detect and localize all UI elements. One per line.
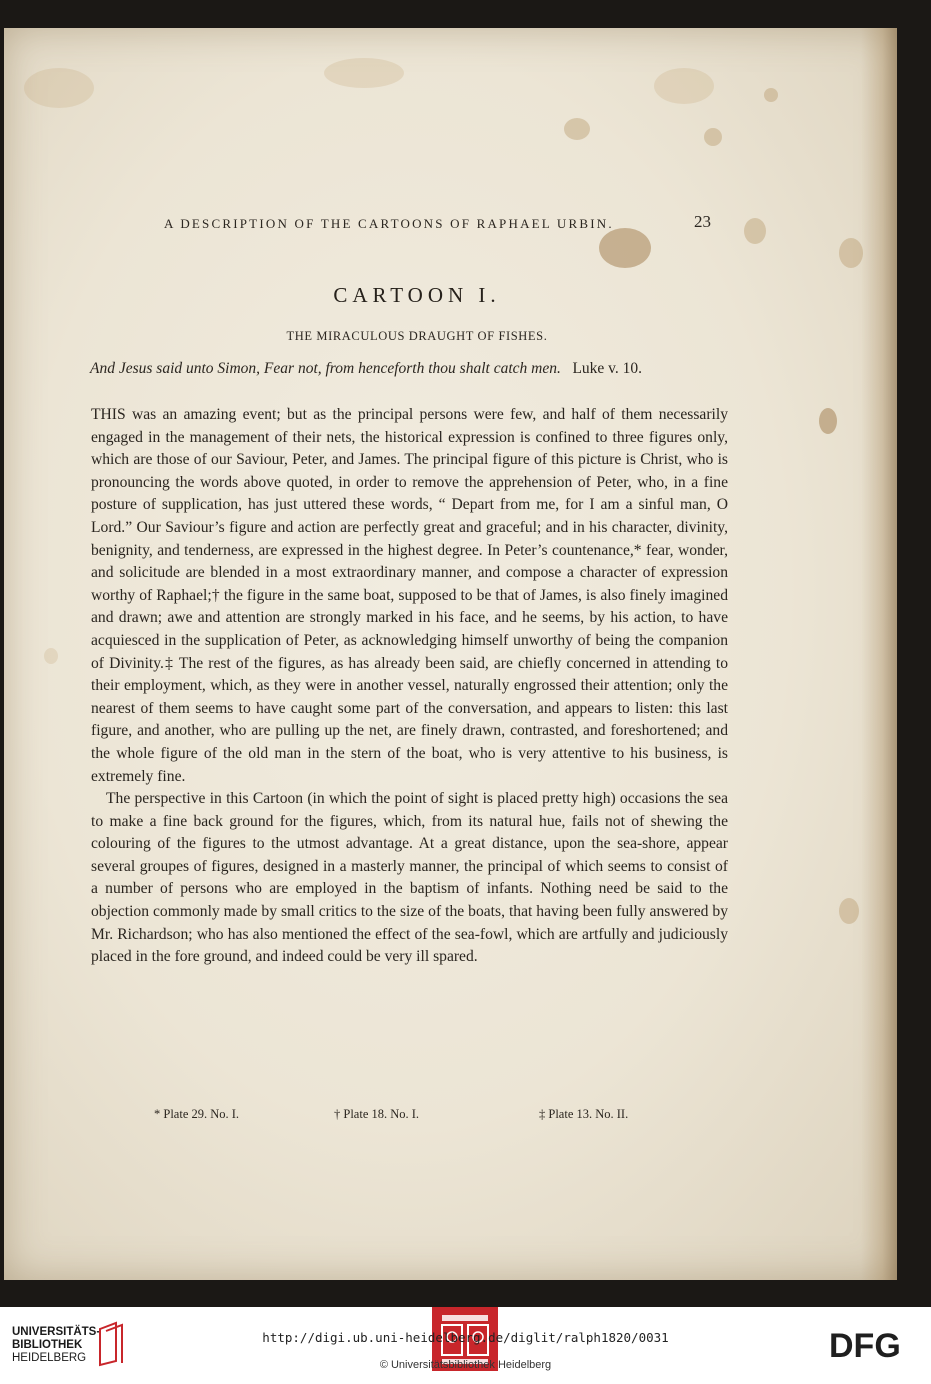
foxing-stain — [44, 648, 58, 664]
permalink-url[interactable]: http://digi.ub.uni-heidelberg.de/diglit/ralph1820/0031 — [262, 1330, 669, 1345]
cartoon-subtitle: THE MIRACULOUS DRAUGHT OF FISHES. — [286, 329, 548, 343]
library-name-line: HEIDELBERG — [12, 1352, 87, 1364]
page-number: 23 — [694, 212, 711, 231]
foxing-stain — [764, 88, 778, 102]
foxing-stain — [654, 68, 714, 104]
library-name-line: UNIVERSITÄTS- — [12, 1326, 101, 1338]
epigraph-quote: And Jesus said unto Simon, Fear not, from henceforth thou shalt catch men. — [90, 360, 561, 377]
paragraph: The perspective in this Cartoon (in which the point of sight is placed pretty high) occasions the sea to make a fine back ground for the figures, which, from its natural hue, fails not of shewing the colouring of the figures to the utmost advantage. At a great distance, upon the sea-shore, appear several groupes of figures, designed in a masterly manner, the principal of which seems to consist of a number of persons who are employed in the baptism of infants. Nothing need be said to the objection commonly made by small critics to the size of the boats, that having been fully answered by Mr. Richardson; who has also mentioned the effect of the sea-fowl, which are artfully and judiciously placed in the fore ground, and indeed could be very ill spared. — [91, 790, 728, 966]
running-head: A DESCRIPTION OF THE CARTOONS OF RAPHAEL URBIN. — [164, 216, 614, 231]
book-page — [4, 28, 897, 1280]
paragraph: THIS was an amazing event; but as the principal persons were few, and half of them necessarily engaged in the management of their nets, the historical expression is confined to three figures only, which are those of our Saviour, Peter, and James. The principal figure of this picture is Christ, who is pronouncing the words above quoted, in order to remove the apprehension of Peter, who, in a fine posture of supplication, has just uttered these words, “ Depart from me, for I am a sinful man, O Lord.” Our Saviour’s figure and action are perfectly great and graceful; and in his character, divinity, benignity, and tenderness, are expressed in the highest degree. In Peter’s countenance,* fear, wonder, and solicitude are blended in a most extraordinary manner, and compose a character of expression worthy of Raphael;† the figure in the same boat, supposed to be that of James, is also finely imagined and drawn; awe and attention are strongly marked in his face, and he seems, by his action, to have acquiesced in the supplication of Peter, as acknowledging himself unworthy of being the companion of Divinity.‡ The rest of the figures, as has already been said, are chiefly concerned in attending to their employment, which, as they were in another vessel, naturally engrossed their attention; only the nearest of them seems to have caught some part of the conversation, and appears to listen: this last figure, and another, who are pulling up the net, are finely drawn, contrasted, and foreshortened; and the whole figure of the old man in the stern of the boat, who is very attentive to his business, is extremely fine. — [91, 406, 728, 785]
footnote: * Plate 29. No. I. — [154, 1107, 240, 1121]
foxing-stain — [24, 68, 94, 108]
foxing-stain — [819, 408, 837, 434]
foxing-stain — [564, 118, 590, 140]
dfg-logo-text: DFG — [829, 1329, 901, 1361]
foxing-stain — [324, 58, 404, 88]
epigraph-reference: Luke v. 10. — [572, 360, 643, 377]
page-fore-edge — [861, 28, 897, 1280]
copyright-notice: © Universitätsbibliothek Heidelberg — [379, 1359, 552, 1371]
foxing-stain — [599, 228, 651, 268]
foxing-stain — [704, 128, 722, 146]
library-name-line: BIBLIOTHEK — [12, 1339, 83, 1351]
footnote: † Plate 18. No. I. — [334, 1107, 420, 1121]
foxing-stain — [839, 898, 859, 924]
foxing-stain — [744, 218, 766, 244]
epigraph — [90, 360, 740, 378]
body-text — [91, 404, 728, 969]
cartoon-title: CARTOON I. — [333, 283, 501, 307]
foxing-stain — [839, 238, 863, 268]
footnote: ‡ Plate 13. No. II. — [539, 1107, 629, 1121]
footnotes — [154, 1107, 714, 1127]
